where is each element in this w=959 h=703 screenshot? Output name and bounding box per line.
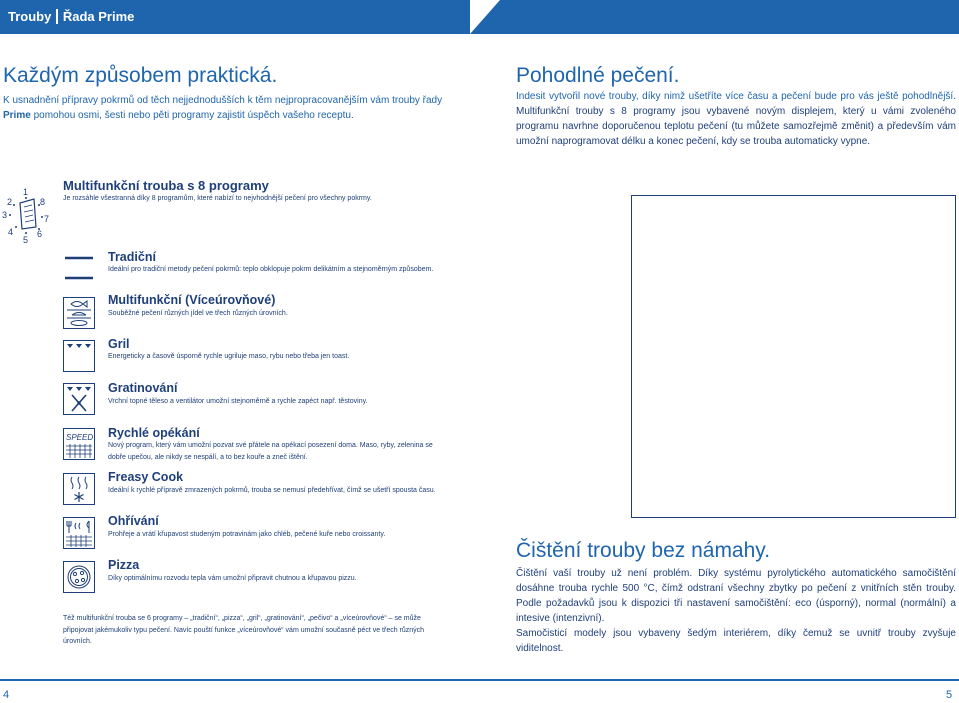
right-title: Pohodlné pečení. — [516, 64, 680, 87]
pizza-icon — [63, 561, 95, 593]
left-intro-bold: Prime — [3, 109, 31, 121]
program-desc-multilevel: Souběžné pečení různých jídel ve třech různých úrovních. — [108, 310, 288, 317]
left-intro-part1: K usnadnění přípravy pokrmů od těch nejjednodušších k těm nejpropracovanějším vám trouby řady — [3, 95, 443, 106]
left-intro-text — [3, 94, 453, 123]
grill-icon — [63, 340, 95, 372]
dial-number-6: 6 — [37, 229, 43, 239]
program-desc-speed: Nový program, který vám umožní pozvat své přátele na opékací posezení doma. Maso, ryby, zelenina se dobře upečou, ale nikdy se nespálí, a to bez kouře a zneč ištění. — [108, 442, 433, 461]
traditional-icon — [63, 252, 95, 284]
right-intro-lead: Indesit vytvořil nové trouby, díky nimž ušetříte více času a pečení bude pro vás ještě pohodlnější. — [516, 91, 956, 102]
speed-icon — [63, 428, 95, 460]
footnote: Též multifunkční trouba se 6 programy – „tradiční“, „pizza“, „gril“, „gratinování“, „pečivo“ a „víceúrovňové“ – se může připojovat jakémukoliv typu pečení. Navíc pouští funkce „víceúrovňové“ vám umožní současně péct ve třech různých úrovních. — [63, 615, 425, 645]
dial-number-5: 5 — [23, 235, 29, 245]
multifunction-title: Multifunkční trouba s 8 programy — [63, 178, 269, 193]
dial-number-7: 7 — [44, 214, 50, 224]
cleaning-text — [516, 566, 956, 656]
multilevel-icon — [63, 297, 95, 329]
dial-number-1: 1 — [23, 187, 29, 197]
program-desc-gratin: Vrchní topné těleso a ventilátor umožní stejnoměrně a rychle zapéct např. těstoviny. — [108, 398, 368, 405]
program-desc-pizza: Díky optimálnímu rozvodu tepla vám umožní připravit chutnou a křupavou pizzu. — [108, 575, 357, 582]
program-dial-icon — [2, 185, 58, 245]
dial-number-4: 4 — [8, 227, 14, 237]
header-separator — [56, 9, 58, 24]
speed-label: SPEED — [66, 433, 94, 442]
page-number-left: 4 — [3, 689, 10, 701]
gratin-icon — [63, 383, 95, 415]
header-brand: Trouby — [8, 9, 52, 24]
reheat-icon — [63, 517, 95, 549]
footer-rule — [0, 679, 959, 681]
page-number-right: 5 — [946, 689, 953, 701]
program-desc-freasy-cook: Ideální k rychlé přípravě zmrazených pokrmů, trouba se nemusí předehřívat, čímž se ušetří spousta času. — [108, 487, 436, 494]
cleaning-body: Čištění vaší trouby už není problém. Díky systému pyrolytického automatického samočištění dosáhne trouba rychle 500 °C, čímž odstraní všechny zbytky po pečení z vnitřních stěn trouby. Podle požadavků jsou k dispozici tři nastavení samočištění: eco (úsporný), normal (normální) a intesive (intenzivní). — [516, 568, 956, 624]
freasy-cook-icon — [63, 473, 95, 505]
program-desc-traditional: Ideální pro tradiční metody pečení pokrmů: teplo obklopuje pokrm delikátním a stejnoměrným způsobem. — [108, 266, 434, 273]
header-series: Řada Prime — [62, 9, 135, 24]
cleaning-title: Čištění trouby bez námahy. — [516, 539, 771, 562]
left-intro-part2: pomohou osmi, šesti nebo pěti programy zajistit úspěch vašeho receptu. — [30, 109, 354, 121]
cleaning-body-2: Samočisticí modely jsou vybaveny šedým interiérem, díky čemuž se uvnitř trouby zvyšuje viditelnost. — [516, 628, 956, 654]
multifunction-subtitle: Je rozsáhle všestranná díky 8 programům, které nabízí to nejvhodnější pečení pro všechny pokrmy. — [63, 195, 372, 202]
program-desc-grill: Energeticky a časově úsporně rychle ugriluje maso, rybu nebo třeba jen toast. — [108, 353, 350, 360]
dial-number-8: 8 — [40, 197, 46, 207]
program-title-speed: Rychlé opékání — [108, 426, 200, 440]
program-title-reheat: Ohřívání — [108, 514, 159, 528]
left-title: Každým způsobem praktická. — [3, 64, 278, 87]
dial-number-2: 2 — [7, 197, 13, 207]
program-title-grill: Gril — [108, 337, 130, 351]
product-image-frame — [631, 195, 956, 518]
right-intro-body: Multifunkční trouby s 8 programy jsou vybavené novým displejem, který u vámi zvoleného programu navrhne doporučenou teplotu pečení (tu můžete samozřejmě změnit) a především vám umožní naprogramovat délku a konec pečení, kdy se trouba automaticky vypne. — [516, 106, 956, 147]
dial-number-3: 3 — [2, 210, 8, 220]
program-title-pizza: Pizza — [108, 558, 140, 572]
program-title-multilevel: Multifunkční (Víceúrovňové) — [108, 293, 276, 307]
program-title-gratin: Gratinování — [108, 381, 178, 395]
program-title-traditional: Tradiční — [108, 250, 156, 264]
header-notch — [470, 0, 500, 34]
program-desc-reheat: Prohřeje a vrátí křupavost studeným potravinám jako chléb, pečené kuře nebo croissanty. — [108, 531, 386, 538]
program-title-freasy-cook: Freasy Cook — [108, 470, 184, 484]
header-label — [8, 9, 134, 24]
right-intro-text — [516, 89, 956, 149]
